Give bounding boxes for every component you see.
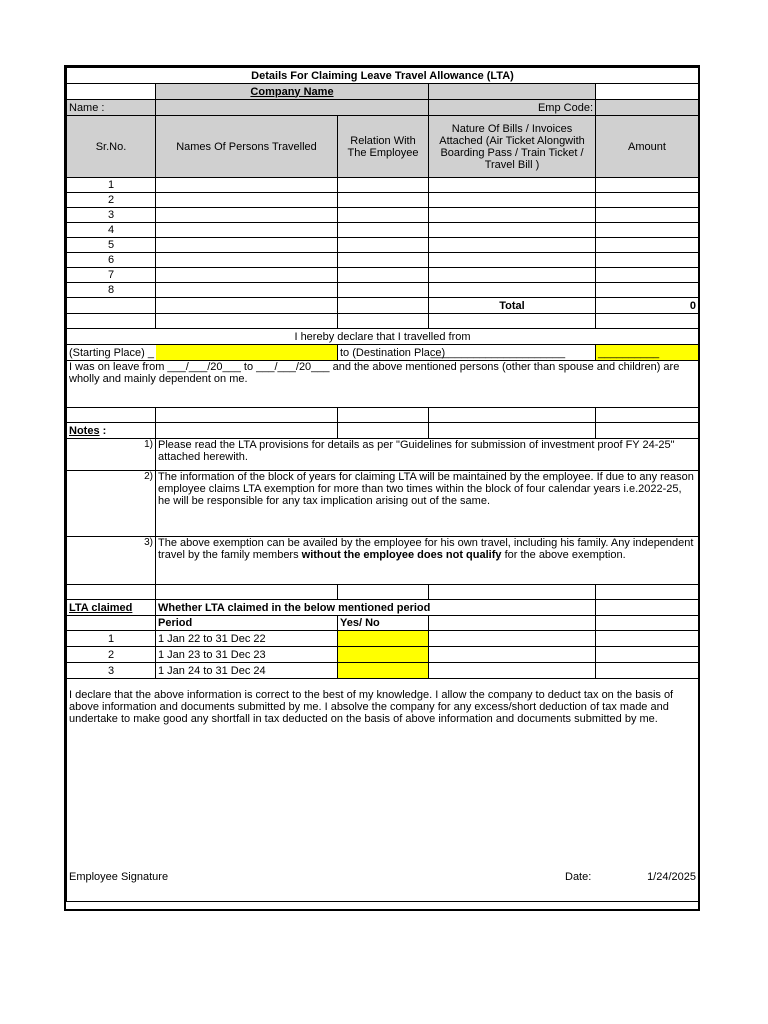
blank-cell <box>156 423 338 439</box>
note-number: 1) <box>67 439 156 471</box>
bill-nature-cell[interactable] <box>429 208 596 223</box>
blank-cell <box>67 408 156 423</box>
notes-heading <box>67 423 156 439</box>
person-name-cell[interactable] <box>156 268 338 283</box>
relation-cell[interactable] <box>338 283 429 298</box>
amount-cell[interactable] <box>596 238 699 253</box>
emp-code-label: Emp Code: <box>429 100 596 116</box>
sr-no-cell: 1 <box>67 178 156 193</box>
relation-cell[interactable] <box>338 193 429 208</box>
blank-cell <box>596 314 699 329</box>
blank-cell <box>67 298 156 314</box>
total-amount: 0 <box>596 298 699 314</box>
blank-cell <box>596 616 699 631</box>
destination-place-field[interactable]: ______________________ <box>429 345 596 361</box>
blank-cell <box>338 423 429 439</box>
total-label: Total <box>429 298 596 314</box>
leave-declaration-text: I was on leave from ___/___/20___ to ___/___/20___ and the above mentioned persons (other than spouse and children) are wholly and mainly dependent on me. <box>67 361 699 408</box>
bill-nature-cell[interactable] <box>429 283 596 298</box>
sr-no-cell: 6 <box>67 253 156 268</box>
name-field[interactable] <box>156 100 429 116</box>
relation-cell[interactable] <box>338 208 429 223</box>
date-value: 1/24/2025 <box>647 871 696 883</box>
destination-place-field-extra[interactable] <box>596 345 699 361</box>
blank-cell <box>596 423 699 439</box>
sr-no-cell: 2 <box>67 193 156 208</box>
amount-cell[interactable] <box>596 253 699 268</box>
header-names: Names Of Persons Travelled <box>156 116 338 178</box>
bill-nature-cell[interactable] <box>429 178 596 193</box>
blank-cell <box>67 314 156 329</box>
blank-cell <box>429 314 596 329</box>
amount-cell[interactable] <box>596 223 699 238</box>
destination-line-extra: __________ <box>598 346 660 359</box>
blank-cell <box>429 616 596 631</box>
person-name-cell[interactable] <box>156 178 338 193</box>
blank-cell <box>596 663 699 679</box>
amount-cell[interactable] <box>596 193 699 208</box>
blank-cell <box>156 314 338 329</box>
relation-cell[interactable] <box>338 223 429 238</box>
relation-cell[interactable] <box>338 238 429 253</box>
period-header: Period <box>156 616 338 631</box>
blank-cell <box>429 647 596 663</box>
header-sr-no: Sr.No. <box>67 116 156 178</box>
lta-claimed-label: LTA claimed <box>67 600 156 616</box>
header-relation: Relation With The Employee <box>338 116 429 178</box>
blank-cell <box>156 585 338 600</box>
sr-no-cell: 7 <box>67 268 156 283</box>
blank-cell <box>338 408 429 423</box>
employee-signature-label: Employee Signature <box>69 871 169 883</box>
period-row-num: 2 <box>67 647 156 663</box>
blank-cell <box>67 585 156 600</box>
blank-cell <box>429 631 596 647</box>
starting-place-field[interactable] <box>156 345 338 361</box>
final-declaration-block <box>67 679 699 902</box>
period-cell: 1 Jan 24 to 31 Dec 24 <box>156 663 338 679</box>
lta-claim-form <box>64 65 700 911</box>
person-name-cell[interactable] <box>156 283 338 298</box>
period-cell: 1 Jan 23 to 31 Dec 23 <box>156 647 338 663</box>
bill-nature-cell[interactable] <box>429 253 596 268</box>
bill-nature-cell[interactable] <box>429 238 596 253</box>
blank-cell <box>596 631 699 647</box>
company-name-label: Company Name <box>156 84 429 100</box>
note-text: The information of the block of years for claiming LTA will be maintained by the employee. If due to any reason employee claims LTA exemption for more than two times within the block of four calendar years i.e.2022-25, he will be responsible for any tax implication arising out of the same. <box>156 471 699 537</box>
form-grid <box>66 67 699 902</box>
blank-cell[interactable] <box>596 84 699 100</box>
notes-heading-text: Notes <box>69 424 100 437</box>
amount-cell[interactable] <box>596 208 699 223</box>
blank-cell <box>596 600 699 616</box>
starting-place-label: (Starting Place) _ <box>67 345 156 361</box>
date-label: Date: <box>565 871 592 883</box>
final-declaration-text: I declare that the above information is correct to the best of my knowledge. I allow the company to deduct tax on the basis of above information and documents submitted by me. I absolve the company for any excess/short deduction of tax made and undertake to make good any shortfall in tax deducted on the basis of above information and documents submitted by me. <box>69 689 674 725</box>
person-name-cell[interactable] <box>156 238 338 253</box>
blank-cell <box>429 663 596 679</box>
bill-nature-cell[interactable] <box>429 223 596 238</box>
yes-no-field[interactable] <box>338 647 429 663</box>
amount-cell[interactable] <box>596 268 699 283</box>
person-name-cell[interactable] <box>156 223 338 238</box>
blank-cell <box>429 423 596 439</box>
note-text: The above exemption can be availed by the employee for his own travel, including his family. Any independent travel by the family members without the employee does not qualify for the above exemption. <box>156 537 699 585</box>
form-title: Details For Claiming Leave Travel Allowance (LTA) <box>67 68 699 84</box>
note-number: 3) <box>67 537 156 585</box>
yes-no-field[interactable] <box>338 631 429 647</box>
destination-place-label: to (Destination Place) <box>338 345 429 361</box>
relation-cell[interactable] <box>338 178 429 193</box>
header-nature-of-bills: Nature Of Bills / Invoices Attached (Air Ticket Alongwith Boarding Pass / Train Ticket / Travel Bill ) <box>429 116 596 178</box>
yes-no-field[interactable] <box>338 663 429 679</box>
period-cell: 1 Jan 22 to 31 Dec 22 <box>156 631 338 647</box>
emp-code-field[interactable] <box>596 100 699 116</box>
amount-cell[interactable] <box>596 283 699 298</box>
amount-cell[interactable] <box>596 178 699 193</box>
blank-cell <box>596 408 699 423</box>
blank-cell <box>156 408 338 423</box>
lta-claimed-question: Whether LTA claimed in the below mentioned period <box>156 600 596 616</box>
name-label: Name : <box>67 100 156 116</box>
blank-cell[interactable] <box>429 84 596 100</box>
blank-cell <box>67 616 156 631</box>
blank-cell <box>338 298 429 314</box>
note-bold-text: without the employee does not qualify <box>301 549 502 561</box>
header-amount: Amount <box>596 116 699 178</box>
blank-cell <box>596 585 699 600</box>
person-name-cell[interactable] <box>156 193 338 208</box>
person-name-cell[interactable] <box>156 208 338 223</box>
notes-heading-suffix: : <box>99 424 107 437</box>
blank-cell <box>429 585 596 600</box>
sr-no-cell: 8 <box>67 283 156 298</box>
yes-no-header: Yes/ No <box>338 616 429 631</box>
blank-cell <box>338 585 429 600</box>
note-text: Please read the LTA provisions for details as per "Guidelines for submission of investment proof FY 24-25" attached herewith. <box>156 439 699 471</box>
bill-nature-cell[interactable] <box>429 193 596 208</box>
note-number: 2) <box>67 471 156 537</box>
sr-no-cell: 4 <box>67 223 156 238</box>
blank-cell <box>338 314 429 329</box>
person-name-cell[interactable] <box>156 253 338 268</box>
sr-no-cell: 5 <box>67 238 156 253</box>
relation-cell[interactable] <box>338 253 429 268</box>
travelled-from-text: I hereby declare that I travelled from <box>67 329 699 345</box>
period-row-num: 3 <box>67 663 156 679</box>
blank-cell <box>596 647 699 663</box>
blank-cell <box>429 408 596 423</box>
relation-cell[interactable] <box>338 268 429 283</box>
bill-nature-cell[interactable] <box>429 268 596 283</box>
sr-no-cell: 3 <box>67 208 156 223</box>
blank-cell <box>67 84 156 100</box>
period-row-num: 1 <box>67 631 156 647</box>
blank-cell <box>156 298 338 314</box>
